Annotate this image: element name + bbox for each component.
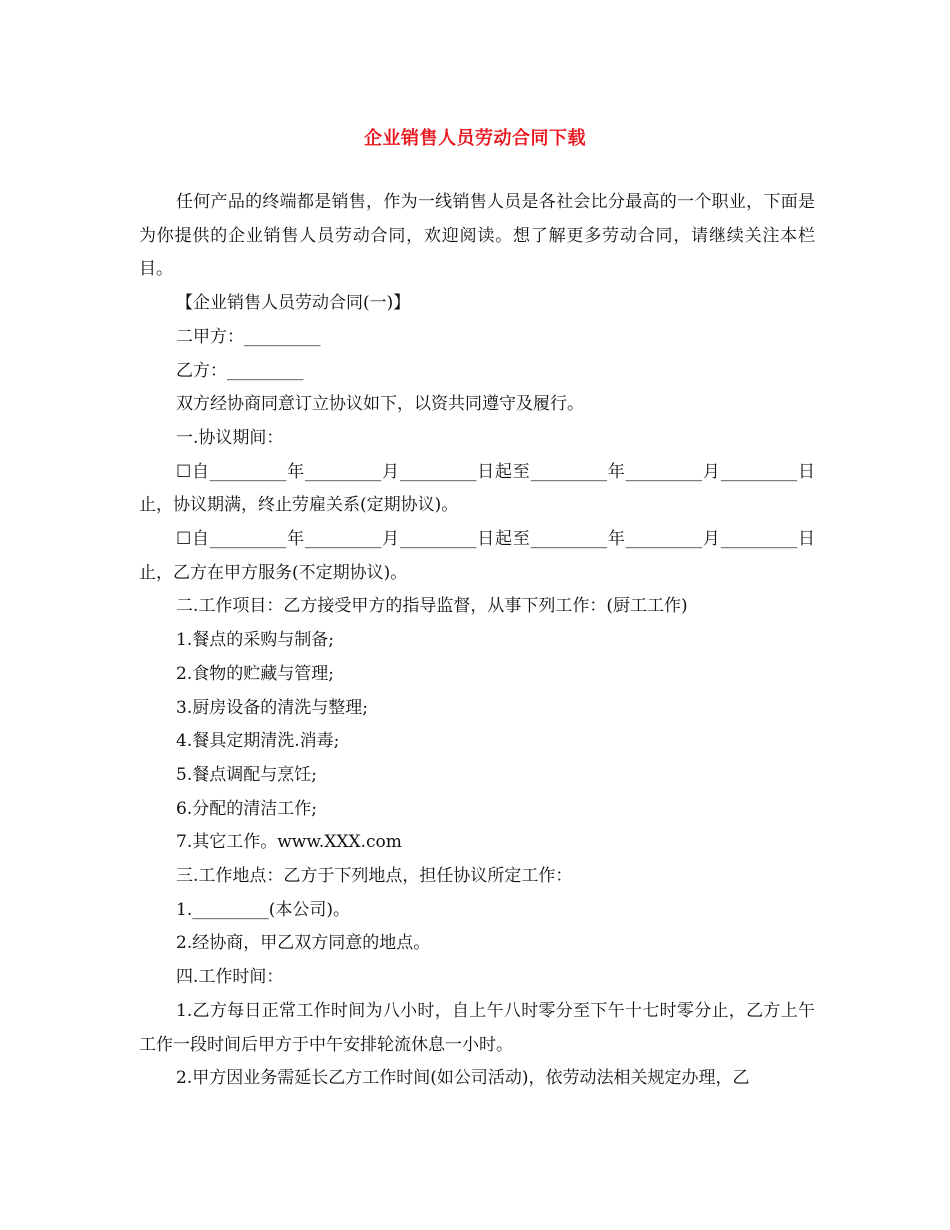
work-item: 3.厨房设备的清洗与整理; bbox=[176, 697, 368, 718]
work-item: 5.餐点调配与烹饪; bbox=[176, 764, 317, 785]
location-item: 1._________(本公司)。 bbox=[176, 899, 350, 920]
section-heading-location: 三.工作地点：乙方于下列地点，担任协议所定工作： bbox=[176, 866, 573, 887]
document-title: 企业销售人员劳动合同下载 bbox=[364, 128, 586, 149]
document-body bbox=[139, 186, 815, 1096]
section-heading-work-items: 二.工作项目：乙方接受甲方的指导监督，从事下列工作：(厨工工作) bbox=[176, 596, 688, 617]
party-a-line: 二甲方：_________ bbox=[176, 326, 321, 347]
work-item: 2.食物的贮藏与管理; bbox=[176, 663, 334, 684]
period-option-indefinite: ☐自_________年_________月_________日起至_________年_________月_________日止，乙方在甲方服务(不定期协议)。 bbox=[139, 529, 815, 583]
work-item: 4.餐具定期清洗.消毒; bbox=[176, 731, 340, 752]
party-b-line: 乙方：_________ bbox=[176, 360, 304, 381]
period-option-fixed: ☐自_________年_________月_________日起至_________年_________月_________日止，协议期满，终止劳雇关系(定期协议)。 bbox=[139, 461, 815, 516]
work-item: 7.其它工作。www.XXX.com bbox=[176, 832, 402, 853]
hours-item: 2.甲方因业务需延长乙方工作时间(如公司活动)，依劳动法相关规定办理，乙 bbox=[176, 1068, 750, 1089]
work-item: 1.餐点的采购与制备; bbox=[176, 630, 334, 651]
hours-item: 1.乙方每日正常工作时间为八小时，自上午八时零分至下午十七时零分止，乙方上午工作一段时间后甲方于中午安排轮流休息一小时。 bbox=[139, 1000, 815, 1055]
agreement-statement: 双方经协商同意订立协议如下，以资共同遵守及履行。 bbox=[176, 394, 584, 415]
section-heading-period: 一.协议期间： bbox=[176, 427, 284, 448]
contract-heading: 【企业销售人员劳动合同(一)】 bbox=[176, 293, 411, 314]
location-item: 2.经协商，甲乙双方同意的地点。 bbox=[176, 933, 431, 954]
work-item: 6.分配的清洁工作; bbox=[176, 798, 317, 819]
intro-paragraph: 任何产品的终端都是销售，作为一线销售人员是各社会比分最高的一个职业，下面是为你提供的企业销售人员劳动合同，欢迎阅读。想了解更多劳动合同，请继续关注本栏目。 bbox=[139, 192, 815, 280]
section-heading-hours: 四.工作时间： bbox=[176, 967, 284, 988]
